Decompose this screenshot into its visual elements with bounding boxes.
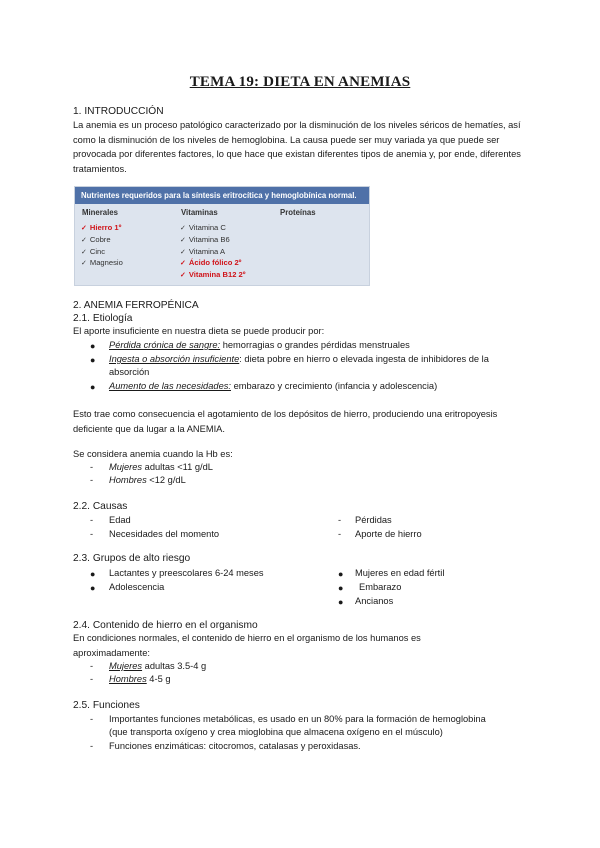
contenido-item: Hombres 4-5 g [109, 674, 171, 684]
check-icon: ✓ [81, 225, 87, 232]
subheading-grupos-riesgo: 2.3. Grupos de alto riesgo [73, 553, 191, 564]
funcion-item: Importantes funciones metabólicas, es usado en un 80% para la formación de hemoglobina [109, 714, 486, 724]
subheading-causas: 2.2. Causas [73, 501, 128, 512]
causa-item: Pérdidas [355, 515, 392, 525]
dash-marker: - [90, 661, 94, 671]
riesgo-item: Mujeres en edad fértil [355, 568, 445, 578]
riesgo-item: Adolescencia [109, 582, 165, 592]
table-col-vitaminas: Vitaminas [181, 208, 218, 217]
mineral-item: ✓ Cobre [81, 234, 111, 244]
etiologia-item: Pérdida crónica de sangre: hemorragias o grandes pérdidas menstruales [109, 340, 410, 350]
check-icon: ✓ [180, 248, 186, 256]
funcion-item-continued: (que transporta oxígeno y crea mioglobina que almacena oxígeno en el músculo) [109, 727, 443, 737]
causa-item: Aporte de hierro [355, 529, 422, 539]
minerals-list [81, 223, 123, 270]
check-icon: ✓ [180, 225, 186, 232]
anemia-criteria-lead: Se considera anemia cuando la Hb es: [73, 449, 233, 459]
causa-item: Necesidades del momento [109, 529, 220, 539]
consequence-paragraph: Esto trae como consecuencia el agotamiento de los depósitos de hierro, produciendo una eritropoyesis deficiente que da lugar a la ANEMIA. [73, 409, 498, 434]
check-icon: ✓ [81, 260, 87, 268]
bullet-icon: ● [338, 583, 344, 593]
vitamin-item: ✓ Vitamina A [180, 246, 226, 256]
check-icon: ✓ [180, 236, 186, 244]
etiologia-item: Ingesta o absorción insuficiente: dieta pobre en hierro o elevada ingesta de inhibidores de la [109, 354, 489, 364]
vitamin-item: ✓ Vitamina C [180, 223, 226, 232]
mineral-item: ✓ Magnesio [81, 258, 123, 268]
dash-marker: - [90, 529, 94, 539]
dash-marker: - [90, 515, 94, 525]
table-col-minerales: Minerales [82, 208, 118, 217]
bullet-icon: ● [90, 583, 96, 593]
bullet-icon: ● [90, 382, 96, 392]
check-icon: ✓ [81, 248, 87, 256]
mineral-item: ✓ Cinc [81, 246, 106, 256]
dash-marker: - [90, 714, 94, 724]
document-title: TEMA 19: DIETA EN ANEMIAS [189, 74, 411, 90]
funcion-item: Funciones enzimáticas: citocromos, catalasas y peroxidasas. [109, 741, 361, 751]
vitamin-item: ✓ Vitamina B6 [180, 234, 230, 244]
vitamin-item: ✓ Vitamina B12 2º [180, 270, 246, 280]
dash-marker: - [90, 462, 94, 472]
anemia-criteria-item: Hombres <12 g/dL [109, 475, 186, 485]
nutrient-table-title: Nutrientes requeridos para la síntesis eritrocítica y hemoglobínica normal. [75, 187, 369, 204]
anemia-criteria-item: Mujeres adultas <11 g/dL [109, 462, 213, 472]
bullet-icon: ● [90, 341, 96, 351]
etiologia-item-continued: absorción [109, 367, 150, 377]
check-icon: ✓ [81, 236, 87, 244]
nutrient-table [74, 186, 370, 286]
contenido-hierro-paragraph: En condiciones normales, el contenido de hierro en el organismo de los humanos es aproximadamente: [73, 633, 421, 658]
subheading-contenido-hierro: 2.4. Contenido de hierro en el organismo [73, 620, 258, 631]
dash-marker: - [90, 475, 94, 485]
riesgo-item: Embarazo [359, 582, 402, 592]
causa-item: Edad [109, 515, 131, 525]
etiologia-item: Aumento de las necesidades: embarazo y crecimiento (infancia y adolescencia) [109, 381, 438, 391]
dash-marker: - [338, 529, 342, 539]
riesgo-item: Ancianos [355, 596, 394, 606]
section-heading-introduccion: 1. INTRODUCCIÓN [73, 106, 164, 117]
bullet-icon: ● [338, 569, 344, 579]
intro-paragraph: La anemia es un proceso patológico caracterizado por la disminución de los niveles séricos de hematíes, así como la disminución de los niveles de hemoglobina. La causa puede ser muy variada ya que puede ser provocada por diferentes factores, lo que hace que existan diferentes tipos de anemia y, por ende, diferentes tratamientos. [73, 120, 521, 174]
section-heading-anemia-ferropenica: 2. ANEMIA FERROPÉNICA [73, 300, 199, 311]
bullet-icon: ● [90, 569, 96, 579]
check-icon: ✓ [180, 272, 186, 280]
check-icon: ✓ [180, 260, 186, 268]
bullet-icon: ● [90, 355, 96, 365]
mineral-item: ✓ Hierro 1º [81, 223, 122, 232]
riesgo-item: Lactantes y preescolares 6-24 meses [109, 568, 264, 578]
dash-marker: - [90, 674, 94, 684]
subheading-funciones: 2.5. Funciones [73, 700, 140, 711]
etiologia-lead: El aporte insuficiente en nuestra dieta se puede producir por: [73, 326, 325, 336]
bullet-icon: ● [338, 597, 344, 607]
subheading-etiologia: 2.1. Etiología [73, 313, 133, 324]
dash-marker: - [338, 515, 342, 525]
dash-marker: - [90, 741, 94, 751]
vitamin-item: ✓ Ácido fólico 2º [180, 258, 242, 268]
contenido-item: Mujeres adultas 3.5-4 g [109, 661, 207, 671]
table-col-proteinas: Proteínas [280, 208, 316, 217]
vitamins-list [180, 223, 246, 282]
